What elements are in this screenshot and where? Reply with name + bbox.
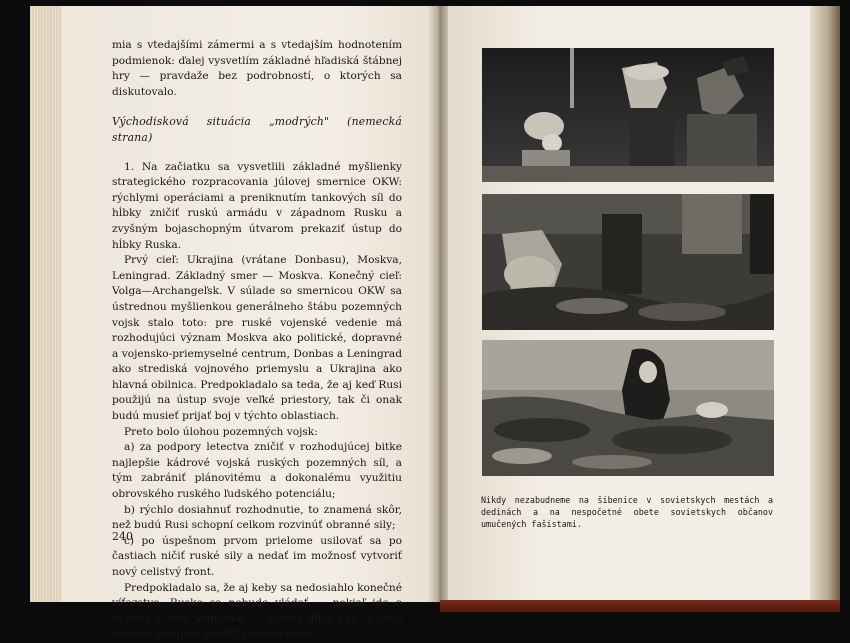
photo-victims-ground: [482, 194, 774, 330]
list-item: b) rýchlo dosiahnuť rozhodnutie, to znamená skôr, než budú Rusi schopní celkom rozvinúť obranné sily;: [112, 503, 402, 532]
photo-gallows: [482, 48, 774, 182]
book-cover-edge: [440, 600, 840, 612]
book-gutter: [428, 6, 450, 602]
paragraph-continuation: mia s vtedajšími zámermi a s vtedajším hodnotením podmienok: ďalej vysvetlím základné hľadiská štábnej hry — pravdaže bez podrobností, o ktorých sa diskutovalo.: [112, 39, 402, 98]
stacked-page-edges: [30, 6, 64, 602]
left-page-text: [112, 38, 402, 643]
list-item: c) po úspešnom prvom prielome usilovať sa po častiach ničiť ruské sily a nedať im možnosť vytvoriť nový celistvý front.: [112, 534, 402, 578]
photo-grieving-woman: [482, 340, 774, 476]
list-item: a) za podpory letectva zničiť v rozhodujúcej bitke najlepšie kádrové vojská ruských pozemných síl, a tým zabrániť plánovitému a dokonalému využitiu obrovského ruského ľudského potenciálu;: [112, 441, 402, 501]
page-number: 240: [112, 530, 133, 543]
paragraph: Preto bolo úlohou pozemných vojsk:: [124, 425, 318, 438]
paragraph: 1. Na začiatku sa vysvetlili základné myšlienky strategického rozpracovania júlovej smernice OKW: rýchlymi operáciami a preniknutím tankových síl do hĺbky zničiť ruskú armádu v západnom Rusku a zvyšným bojaschopným útvarom prekaziť ústup do hĺbky Ruska.: [112, 160, 402, 251]
right-page-edge: [810, 6, 840, 602]
paragraph: Prvý cieľ: Ukrajina (vrátane Donbasu), Moskva, Leningrad. Základný smer — Moskva. Konečný cieľ: Volga—Archangeľsk. V súlade so smernicou OKW sa ústrednou myšlienkou generálneho štábu pozemných vojsk stalo toto: pre ruské vojenské vedenie má rozhodujúci význam Moskva ako politické, dopravné a vojensko-priemyselné centrum, Donbas a Leningrad ako strediská vojnového priemyslu a Ukrajina ako hlavná obilnica. Predpokladalo sa teda, že aj keď Rusi použijú na ústup svoje veľké priestory, tak či onak budú musieť prijať boj v týchto oblastiach.: [112, 254, 402, 423]
photo-caption: Nikdy nezabudneme na šibenice v sovietskych mestách a dedinách a na nespočetné obete sovietskych občanov umučených fašistami.: [481, 495, 773, 529]
paragraph: Predpokladalo sa, že aj keby sa nedosiahlo konečné víťazstvo, Rusko sa nebude vládať — pokiaľ ide o výzbroj i stav jednotiek — udržať dlhší čas, a teda nebude schopné zvrátiť priebeh vojny.: [112, 581, 402, 641]
section-heading: Východisková situácia „modrých" (nemecká strana): [112, 115, 402, 144]
